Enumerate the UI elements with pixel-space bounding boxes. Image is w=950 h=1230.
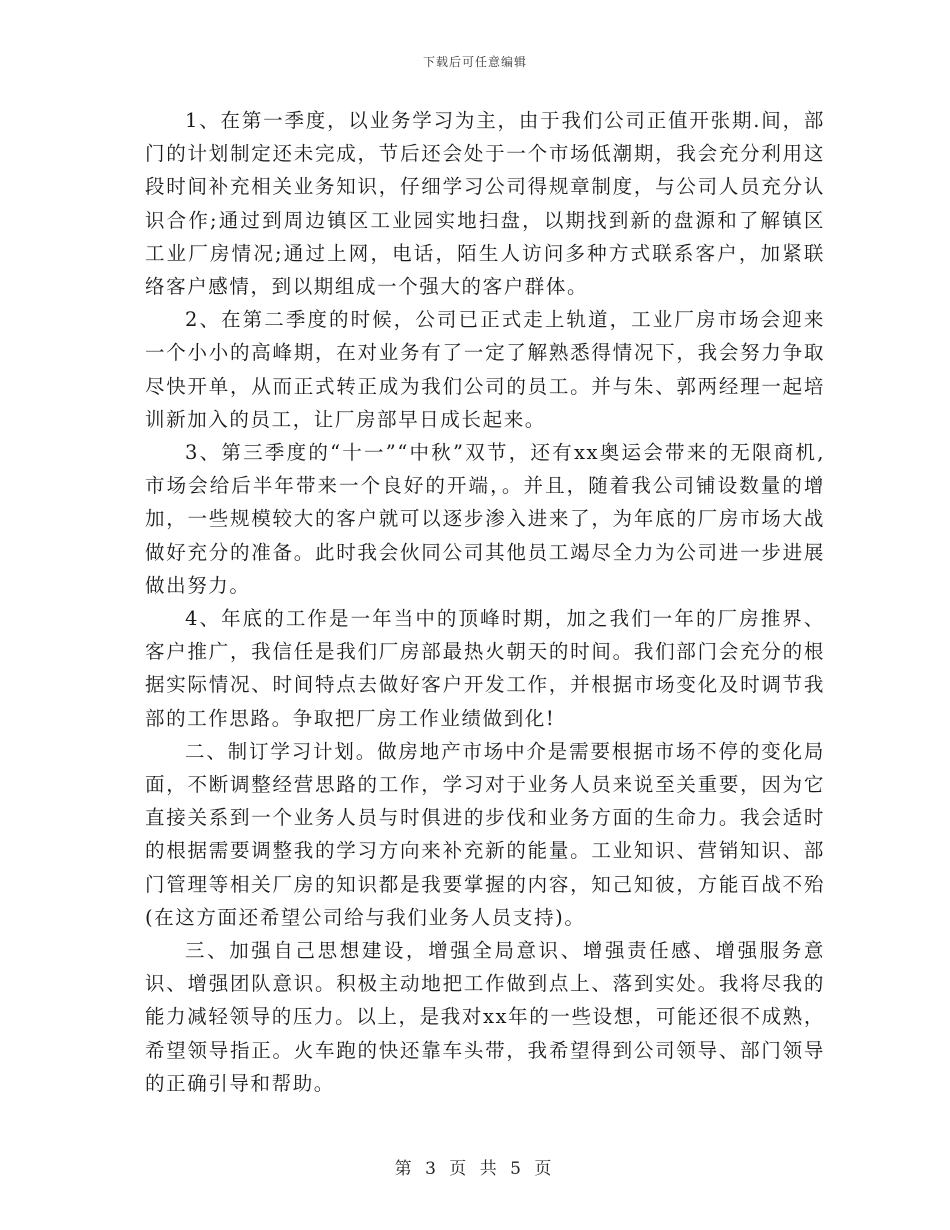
page-header: 下载后可任意编辑	[422, 55, 527, 69]
paragraph-q2: 2、在第二季度的时候，公司已正式走上轨道，工业厂房市场会迎来一个小小的高峰期，在对业务有了一定了解熟悉得情况下，我会努力争取尽快开单，从而正式转正成为我们公司的员工。并与朱、郭两经理一起培训新加入的员工，让厂房部早日成长起来。	[145, 308, 825, 431]
paragraph-q4: 4、年底的工作是一年当中的顶峰时期，加之我们一年的厂房推界、客户推广，我信任是我们厂房部最热火朝天的时间。我们部门会充分的根据实际情况、时间特点去做好客户开发工作，并根据市场变化及时调节我部的工作思路。争取把厂房工作业绩做到化!	[145, 607, 825, 730]
document-body	[145, 104, 825, 1100]
paragraph-study-plan: 二、制订学习计划。做房地产市场中介是需要根据市场不停的变化局面，不断调整经营思路的工作，学习对于业务人员来说至关重要，因为它直接关系到一个业务人员与时俱进的步伐和业务方面的生命力。我会适时的根据需要调整我的学习方向来补充新的能量。工业知识、营销知识、部门管理等相关厂房的知识都是我要掌握的内容，知己知彼，方能百战不殆(在这方面还希望公司给与我们业务人员支持)。	[145, 739, 825, 929]
page-number: 第 3 页 共 5 页	[394, 1159, 556, 1179]
paragraph-ideology: 三、加强自己思想建设，增强全局意识、增强责任感、增强服务意识、增强团队意识。积极主动地把工作做到点上、落到实处。我将尽我的能力减轻领导的压力。以上，是我对xx年的一些设想，可能还很不成熟，希望领导指正。火车跑的快还靠车头带，我希望得到公司领导、部门领导的正确引导和帮助。	[145, 939, 825, 1095]
paragraph-q1: 1、在第一季度，以业务学习为主，由于我们公司正值开张期.间，部门的计划制定还未完成，节后还会处于一个市场低潮期，我会充分利用这段时间补充相关业务知识，仔细学习公司得规章制度，与公司人员充分认识合作;通过到周边镇区工业园实地扫盘，以期找到新的盘源和了解镇区工业厂房情况;通过上网，电话，陌生人访问多种方式联系客户，加紧联络客户感情，到以期组成一个强大的客户群体。	[145, 109, 825, 299]
paragraph-q3: 3、第三季度的“十一”“中秋”双节，还有xx奥运会带来的无限商机,市场会给后半年带来一个良好的开端，。并且，随着我公司铺设数量的增加，一些规模较大的客户就可以逐步渗入进来了，为年底的厂房市场大战做好充分的准备。此时我会伙同公司其他员工竭尽全力为公司进一步进展做出努力。	[145, 441, 825, 597]
